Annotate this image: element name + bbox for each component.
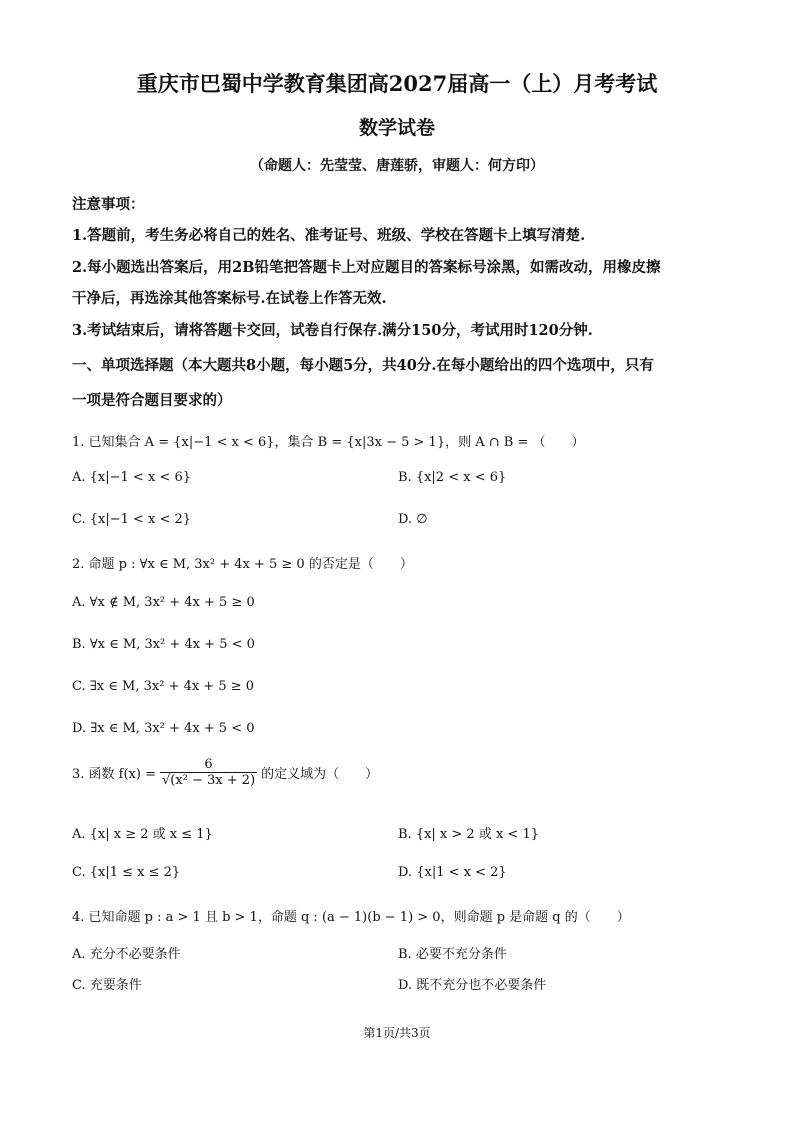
notes-heading: 注意事项： — [72, 196, 145, 213]
exam-authors: （命题人：先莹莹、唐莲骄，审题人：何方印） — [250, 158, 544, 174]
question-3-numerator: 6 — [160, 757, 257, 773]
section-heading-line-2: 一项是符合题目要求的） — [72, 392, 232, 409]
exam-subject: 数学试卷 — [358, 117, 435, 139]
question-4-option-c: C. 充要条件 — [72, 978, 142, 993]
page-number: 第1页/共3页 — [363, 1026, 431, 1040]
question-1-option-c: C. {x|−1 < x < 2} — [72, 512, 192, 527]
question-3-option-a: A. {x| x ≥ 2 或 x ≤ 1} — [72, 827, 213, 842]
question-4-stem: 4. 已知命题 p : a > 1 且 b > 1，命题 q : (a − 1)(b − 1) > 0，则命题 p 是命题 q 的（ ） — [72, 910, 630, 925]
question-4-option-a: A. 充分不必要条件 — [72, 947, 181, 962]
question-2-option-a: A. ∀x ∉ M, 3x² + 4x + 5 ≥ 0 — [72, 595, 255, 610]
note-item-2-line-2: 干净后，再选涂其他答案标号.在试卷上作答无效. — [72, 290, 387, 307]
question-4-option-b: B. 必要不充分条件 — [398, 947, 507, 962]
question-3-option-b: B. {x| x > 2 或 x < 1} — [398, 827, 539, 842]
question-4-option-d: D. 既不充分也不必要条件 — [398, 978, 547, 993]
question-3-stem — [72, 757, 378, 788]
question-3-suffix: 的定义域为（ ） — [261, 767, 379, 782]
question-1-stem: 1. 已知集合 A = {x|−1 < x < 6}，集合 B = {x|3x − 5 > 1}，则 A ∩ B = （ ） — [72, 435, 585, 450]
section-heading-line-1: 一、单项选择题（本大题共8小题，每小题5分，共40分.在每小题给出的四个选项中，只有 — [72, 357, 654, 374]
note-item-1: 1.答题前，考生务必将自己的姓名、准考证号、班级、学校在答题卡上填写清楚. — [72, 227, 586, 244]
question-1-option-d: D. ∅ — [398, 512, 428, 527]
question-2-option-b: B. ∀x ∈ M, 3x² + 4x + 5 < 0 — [72, 637, 255, 652]
question-3-prefix: 3. 函数 f(x) = — [72, 767, 156, 782]
question-3-option-d: D. {x|1 < x < 2} — [398, 865, 507, 880]
note-item-3: 3.考试结束后，请将答题卡交回，试卷自行保存.满分150分，考试用时120分钟. — [72, 322, 593, 339]
question-3-option-c: C. {x|1 ≤ x ≤ 2} — [72, 865, 181, 880]
question-3-fraction — [160, 757, 257, 788]
exam-title: 重庆市巴蜀中学教育集团高2027届高一（上）月考考试 — [136, 71, 658, 96]
question-2-option-c: C. ∃x ∈ M, 3x² + 4x + 5 ≥ 0 — [72, 679, 255, 694]
question-2-stem: 2. 命题 p : ∀x ∈ M, 3x² + 4x + 5 ≥ 0 的否定是（ ） — [72, 557, 413, 572]
question-1-option-b: B. {x|2 < x < 6} — [398, 470, 507, 485]
question-3-denominator: √(x² − 3x + 2) — [161, 773, 256, 788]
question-1-option-a: A. {x|−1 < x < 6} — [72, 470, 191, 485]
note-item-2-line-1: 2.每小题选出答案后，用2B铅笔把答题卡上对应题目的答案标号涂黑，如需改动，用橡皮擦 — [72, 259, 661, 276]
question-2-option-d: D. ∃x ∈ M, 3x² + 4x + 5 < 0 — [72, 721, 255, 736]
